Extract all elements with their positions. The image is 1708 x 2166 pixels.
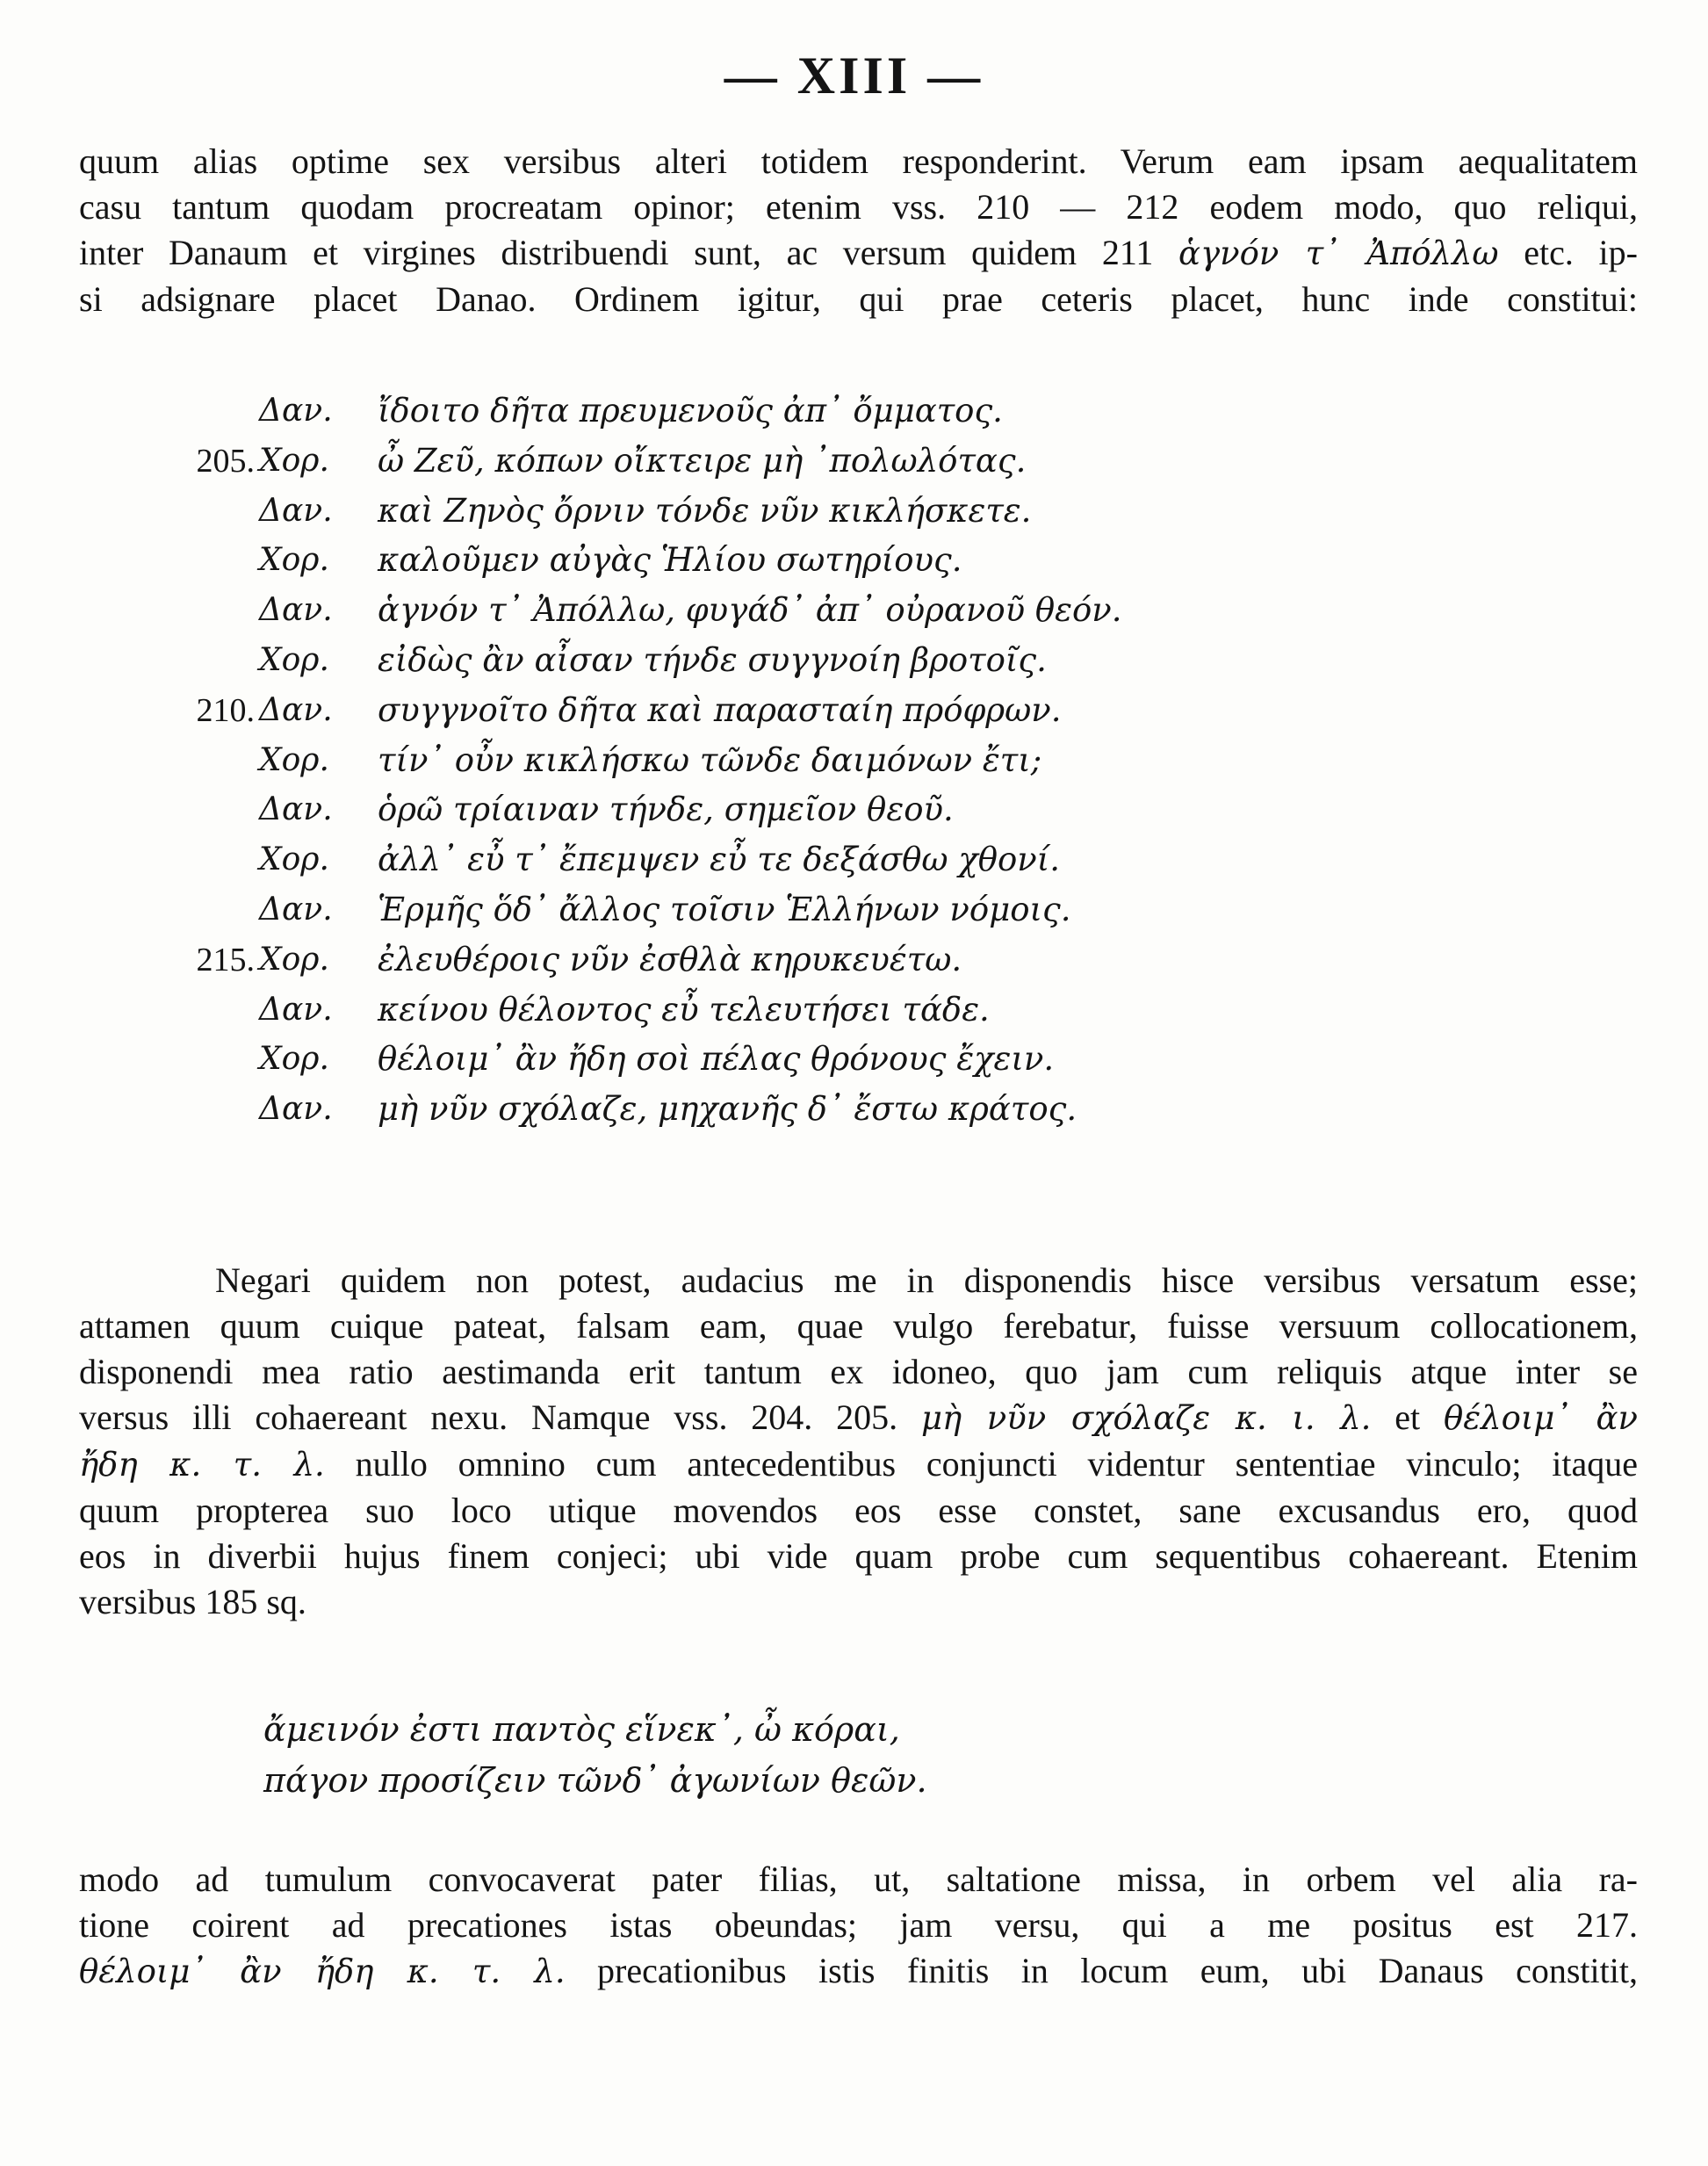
verse-text: ἐλευθέροις νῦν ἐσθλὰ κηρυκευέτω. xyxy=(378,940,962,978)
verse-line xyxy=(158,835,1300,885)
verse-speaker: Δαν. xyxy=(259,492,333,529)
text-line: attamen quum cuique pateat, falsam eam, quae vulgo ferebatur, fuisse versuum collocationem, xyxy=(79,1306,1638,1346)
verse-text: ἁγνόν τ᾽ Ἀπόλλω, φυγάδ᾽ ἀπ᾽ οὐρανοῦ θεόν. xyxy=(378,591,1122,630)
text-line xyxy=(79,1441,1638,1488)
text-line: disponendi mea ratio aestimanda erit tantum ex idoneo, quo jam cum reliquis atque inter se xyxy=(79,1352,1638,1391)
verse-text: τίν᾽ οὖν κικλήσκω τῶνδε δαιμόνων ἔτι; xyxy=(378,740,1042,779)
verse-line xyxy=(158,437,1300,487)
greek-citation: θέλοιμ᾽ ἂν ἤδη κ. τ. λ. xyxy=(79,1953,566,1990)
verse-text: μὴ νῦν σχόλαζε, μηχανῆς δ᾽ ἔστω κράτος. xyxy=(378,1090,1077,1129)
verse-line xyxy=(158,1035,1300,1085)
verse-text: καὶ Ζηνὸς ὄρνιν τόνδε νῦν κικλήσκετε. xyxy=(378,491,1032,530)
text-line xyxy=(79,1395,1638,1441)
verse-text: κείνου θέλοντος εὖ τελευτήσει τάδε. xyxy=(378,990,990,1029)
text-segment: et xyxy=(1371,1397,1444,1437)
verse-line xyxy=(158,986,1300,1036)
verse-text: ὦ Ζεῦ, κόπων οἴκτειρε μὴ ᾽πολωλότας. xyxy=(378,441,1027,480)
verse-line xyxy=(158,536,1300,586)
paragraph-conclusion xyxy=(79,1857,1638,1995)
text-line: versibus 185 sq. xyxy=(79,1582,306,1621)
verse-speaker: Δαν. xyxy=(259,891,333,928)
text-line xyxy=(79,1948,1638,1995)
text-line: Negari quidem non potest, audacius me in disponendis hisce versibus versatum esse; xyxy=(215,1260,1638,1300)
text-segment: etc. ip- xyxy=(1498,233,1638,272)
verse-speaker: Χορ. xyxy=(259,641,329,678)
text-line: quum alias optime sex versibus alteri totidem responderint. Verum eam ipsam aequalitatem xyxy=(79,141,1638,181)
text-line: si adsignare placet Danao. Ordinem igitur, qui prae ceteris placet, hunc inde constitui: xyxy=(79,279,1638,319)
quote-line: ἄμεινόν ἐστι παντὸς εἵνεκ᾽, ὦ κόραι, xyxy=(263,1710,900,1749)
text-segment: nullo omnino cum antecedentibus conjuncti videntur sententiae vinculo; itaque xyxy=(324,1444,1638,1484)
verse-speaker: Χορ. xyxy=(259,1041,329,1078)
verse-number: 205. xyxy=(196,442,255,480)
text-line xyxy=(79,230,1638,277)
greek-citation: θέλοιμ᾽ ἂν xyxy=(1444,1399,1638,1437)
greek-citation: μὴ νῦν σχόλαζε κ. ι. λ. xyxy=(920,1399,1372,1437)
text-line: eos in diverbii hujus finem conjeci; ubi vide quam probe cum sequentibus cohaereant. Etenim xyxy=(79,1536,1638,1576)
verse-line xyxy=(158,636,1300,686)
verse-line xyxy=(158,785,1300,835)
verse-text: ἀλλ᾽ εὖ τ᾽ ἔπεμψεν εὖ τε δεξάσθω χθονί. xyxy=(378,841,1061,879)
text-segment: versus illi cohaereant nexu. Namque vss. 204. 205. xyxy=(79,1397,921,1437)
text-line: quum propterea suo loco utique movendos eos esse constet, sane excusandus ero, quod xyxy=(79,1491,1638,1530)
verse-text: συγγνοῖτο δῆτα καὶ παρασταίη πρόφρων. xyxy=(378,690,1062,729)
verse-text: ὁρῶ τρίαιναν τήνδε, σημεῖον θεοῦ. xyxy=(378,791,954,829)
text-segment: precationibus istis finitis in locum eum, ubi Danaus constitit, xyxy=(565,1951,1638,1990)
verse-text: εἰδὼς ἂν αἶσαν τήνδε συγγνοίη βροτοῖς. xyxy=(378,640,1047,679)
verse-number: 210. xyxy=(196,691,255,729)
verse-text: ἴδοιτο δῆτα πρευμενοῦς ἀπ᾽ ὄμματος. xyxy=(378,392,1003,430)
quote-line: πάγον προσίζειν τῶνδ᾽ ἀγωνίων θεῶν. xyxy=(263,1761,927,1800)
greek-citation: ἤδη κ. τ. λ. xyxy=(79,1446,325,1484)
text-line: tione coirent ad precationes istas obeundas; jam versu, qui a me positus est 217. xyxy=(79,1905,1638,1945)
greek-citation: ἁγνόν τ᾽ Ἀπόλλω xyxy=(1178,235,1499,272)
text-line: casu tantum quodam procreatam opinor; etenim vss. 210 — 212 eodem modo, quo reliqui, xyxy=(79,187,1638,227)
quoted-verses xyxy=(263,1704,927,1806)
verse-speaker: Δαν. xyxy=(259,691,333,728)
verse-line xyxy=(158,885,1300,935)
verse-line xyxy=(158,386,1300,437)
verse-speaker: Δαν. xyxy=(259,991,333,1028)
verse-line xyxy=(158,736,1300,786)
verse-block xyxy=(158,386,1300,1135)
paragraph-discussion xyxy=(79,1258,1638,1625)
verse-text: θέλοιμ᾽ ἂν ἤδη σοὶ πέλας θρόνους ἔχειν. xyxy=(378,1040,1055,1079)
verse-speaker: Χορ. xyxy=(259,442,329,479)
verse-speaker: Δαν. xyxy=(259,393,333,429)
verse-speaker: Χορ. xyxy=(259,841,329,878)
verse-text: καλοῦμεν αὐγὰς Ἡλίου σωτηρίους. xyxy=(378,541,962,580)
verse-line xyxy=(158,1085,1300,1135)
verse-speaker: Χορ. xyxy=(259,741,329,778)
verse-line xyxy=(158,487,1300,537)
verse-speaker: Χορ. xyxy=(259,941,329,978)
verse-speaker: Δαν. xyxy=(259,1091,333,1128)
verse-line xyxy=(158,586,1300,636)
verse-speaker: Δαν. xyxy=(259,592,333,629)
verse-text: Ἑρμῆς ὅδ᾽ ἄλλος τοῖσιν Ἑλλήνων νόμοις. xyxy=(378,890,1071,928)
page-header: — XIII — xyxy=(724,47,984,105)
text-line: modo ad tumulum convocaverat pater filias, ut, saltatione missa, in orbem vel alia ra- xyxy=(79,1859,1638,1899)
verse-line xyxy=(158,686,1300,736)
verse-number: 215. xyxy=(196,941,255,978)
text-segment: inter Danaum et virgines distribuendi sunt, ac versum quidem 211 xyxy=(79,233,1179,272)
verse-speaker: Χορ. xyxy=(259,542,329,579)
verse-line xyxy=(158,935,1300,986)
verse-speaker: Δαν. xyxy=(259,791,333,828)
paragraph-intro xyxy=(79,139,1638,322)
